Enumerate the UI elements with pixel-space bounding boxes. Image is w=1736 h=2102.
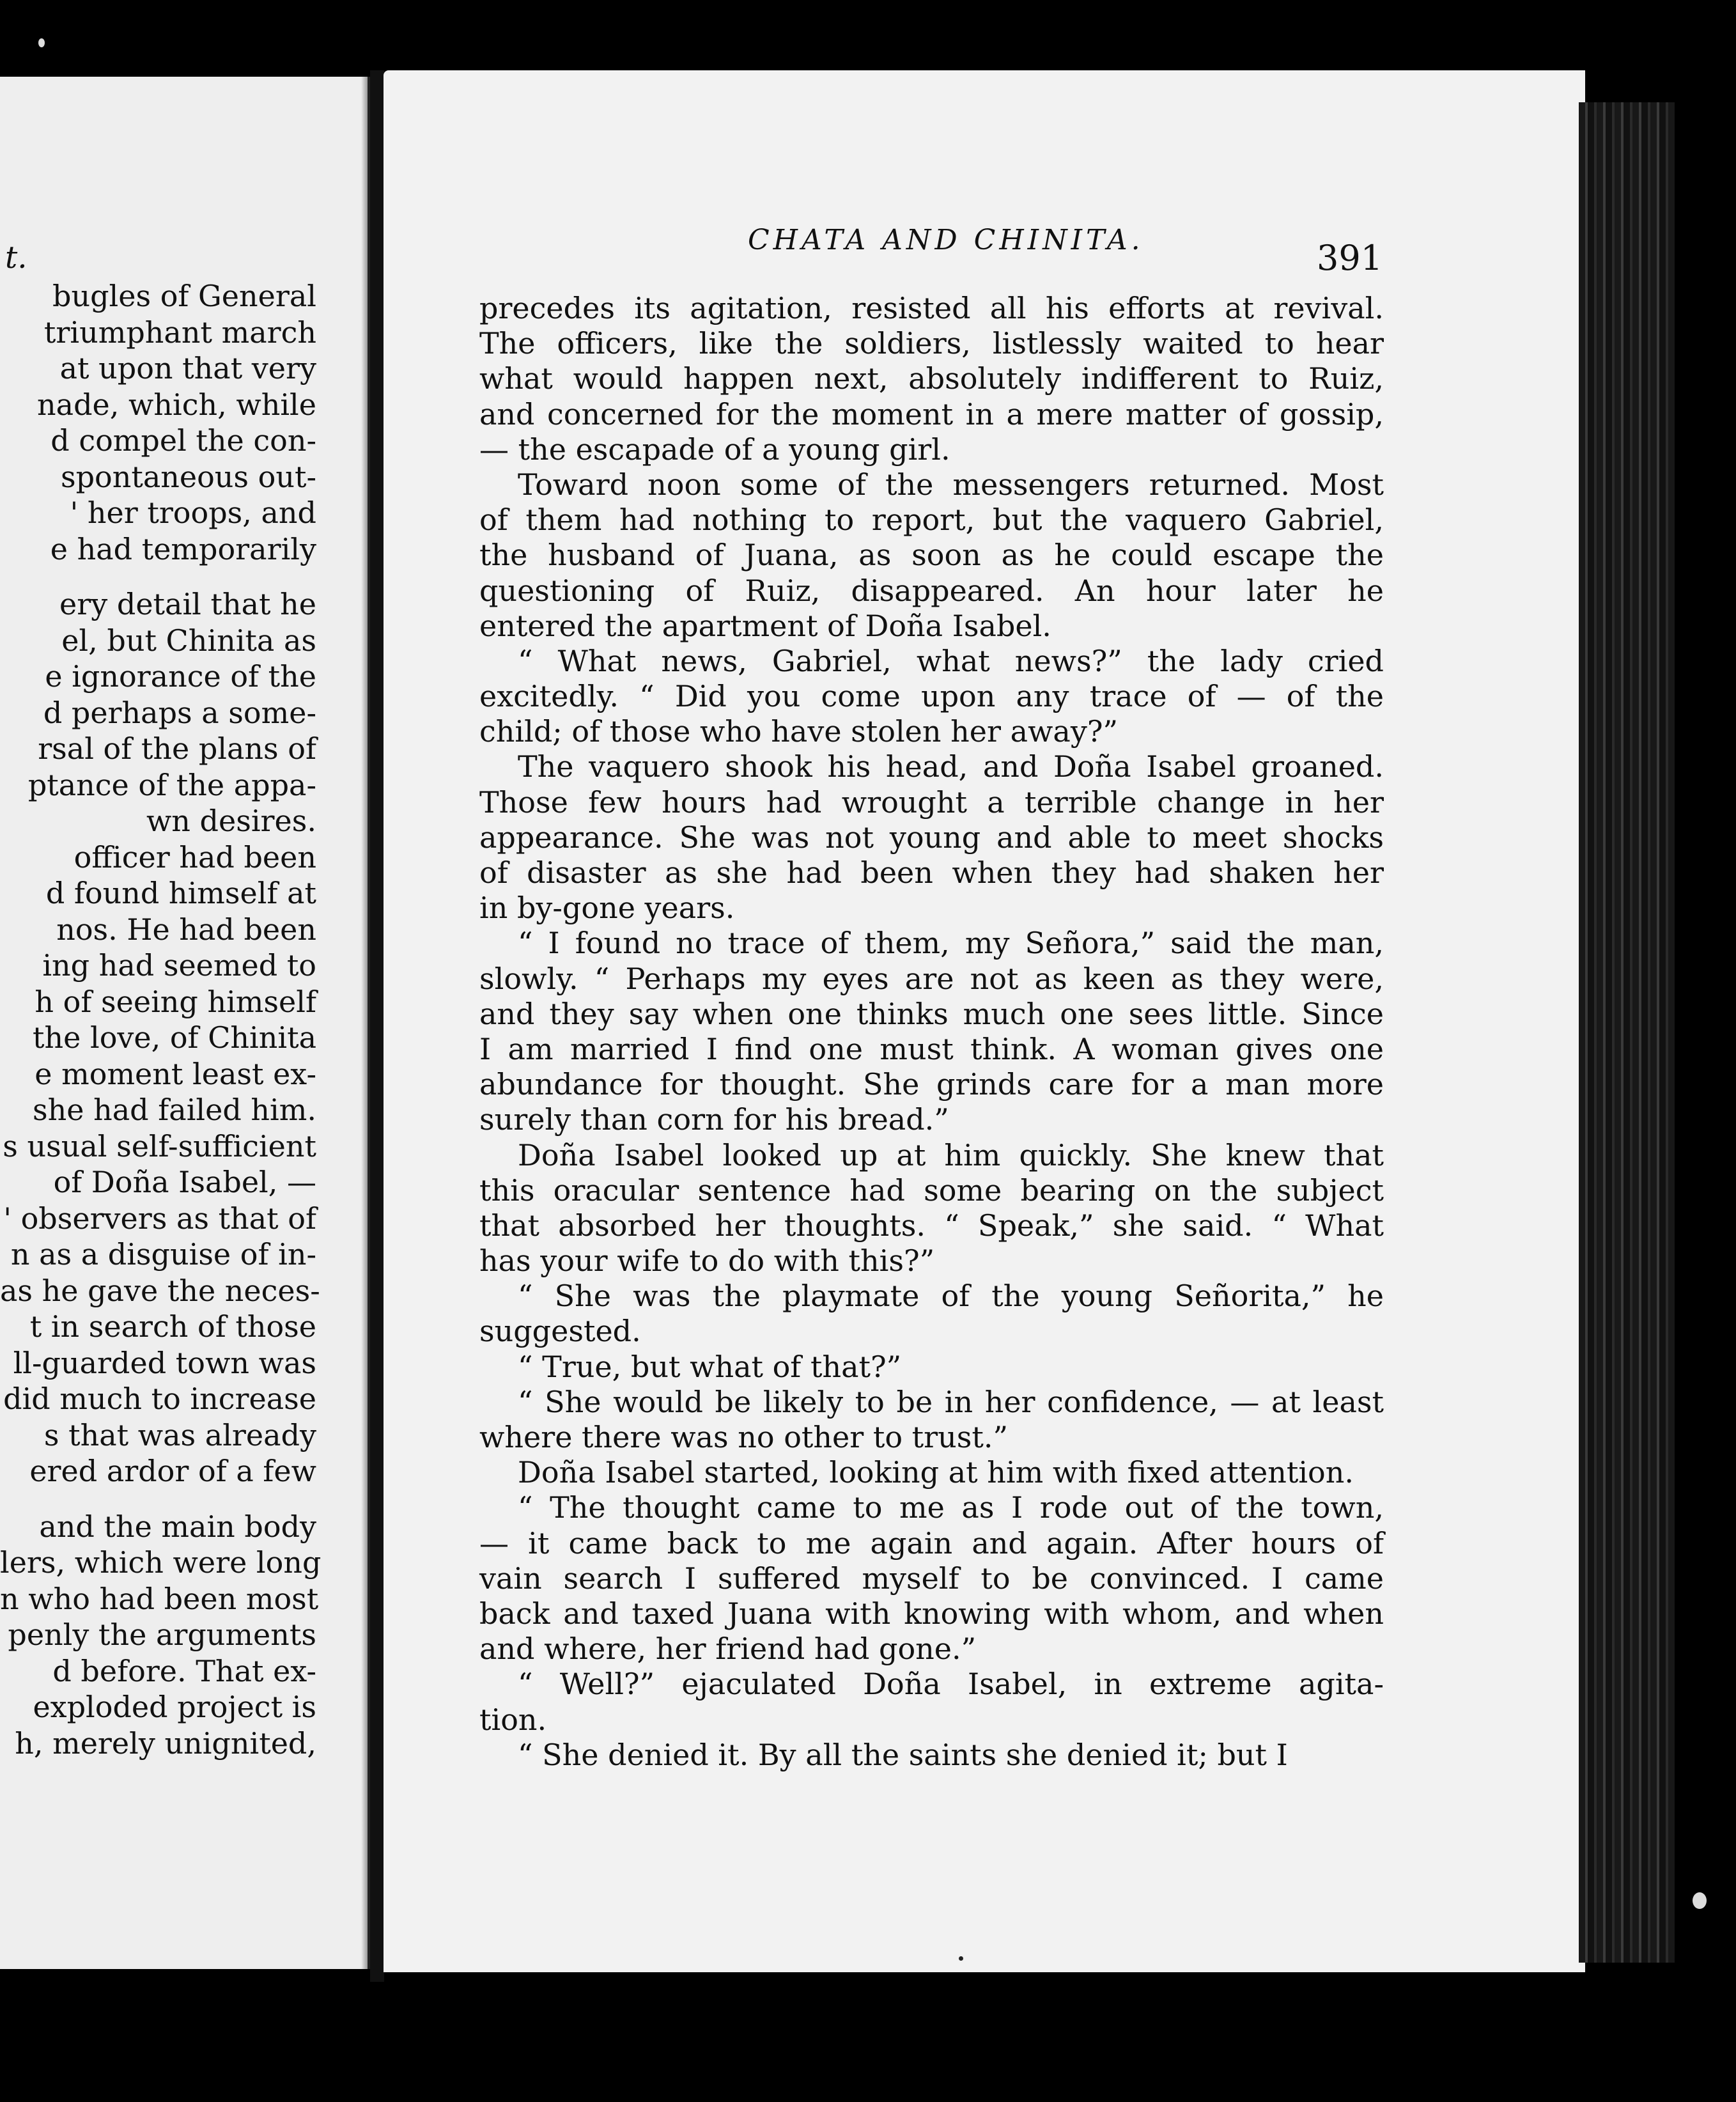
left-text-line: d perhaps a some- [43, 695, 316, 730]
left-text-line: ' observers as that of [3, 1201, 316, 1236]
left-text-line: ery detail that he [59, 587, 316, 621]
left-text-line: el, but Chinita as [61, 623, 316, 658]
text-line: what would happen next, absolutely indifferent to Ruiz, [479, 361, 1384, 396]
text-line: “ She would be likely to be in her confidence, — at least [518, 1384, 1384, 1419]
left-text-line: nos. He had been [56, 912, 316, 947]
text-line: suggested. [479, 1314, 641, 1349]
text-line: The vaquero shook his head, and Doña Isabel groaned. [518, 749, 1384, 784]
left-text-line: lers, which were long [0, 1545, 322, 1580]
left-text-line: rsal of the plans of [38, 731, 316, 766]
left-text-line: at upon that very [59, 351, 316, 385]
text-line: excitedly. “ Did you come upon any trace of — of the [479, 679, 1384, 714]
left-page-text [0, 278, 368, 1761]
running-head: CHATA AND CHINITA. [748, 224, 1144, 256]
text-line: where there was no other to trust.” [479, 1420, 1008, 1454]
text-line: in by-gone years. [479, 891, 735, 926]
left-text-line: wn desires. [146, 804, 316, 838]
page-body-text [479, 291, 1384, 1773]
left-text-line: e moment least ex- [35, 1056, 316, 1091]
left-text-line: as he gave the neces- [0, 1273, 320, 1308]
left-text-line: penly the arguments [8, 1617, 316, 1652]
text-line: back and taxed Juana with knowing with whom, and when [479, 1596, 1384, 1631]
text-line: The officers, like the soldiers, listlessly waited to hear [479, 326, 1384, 361]
text-line: “ She was the playmate of the young Señorita,” he [518, 1279, 1384, 1314]
text-line: that absorbed her thoughts. “ Speak,” she said. “ What [479, 1208, 1384, 1243]
left-facing-page [0, 77, 370, 1969]
text-line: and they say when one thinks much one sees little. Since [479, 996, 1384, 1031]
left-text-line: officer had been [74, 839, 316, 875]
left-text-line: she had failed him. [33, 1093, 316, 1127]
left-text-line: exploded project is [33, 1690, 316, 1724]
left-text-line: e ignorance of the [45, 659, 316, 694]
text-line: this oracular sentence had some bearing on the subject [479, 1172, 1384, 1208]
text-line: — the escapade of a young girl. [479, 432, 950, 467]
left-text-line: n as a disguise of in- [10, 1237, 316, 1272]
text-line: of disaster as she had been when they had shaken her [479, 855, 1384, 890]
text-line: tion. [479, 1702, 547, 1737]
text-line: abundance for thought. She grinds care for a man more [479, 1067, 1384, 1102]
text-line: slowly. “ Perhaps my eyes are not as keen as they were, [479, 961, 1384, 996]
text-line: questioning of Ruiz, disappeared. An hour later he [479, 573, 1384, 608]
text-line: “ Well?” ejaculated Doña Isabel, in extreme agita- [518, 1667, 1384, 1702]
left-text-line: h, merely unignited, [15, 1725, 316, 1761]
left-gutter-shadow [361, 77, 368, 1969]
left-text-line: ptance of the appa- [27, 767, 316, 802]
page-number: 391 [1317, 238, 1383, 278]
text-line: “ I found no trace of them, my Señora,” said the man, [518, 926, 1384, 961]
text-line: surely than corn for his bread.” [479, 1102, 949, 1137]
text-line: vain search I suffered myself to be convinced. I came [479, 1561, 1384, 1596]
left-text-line: n who had been most [0, 1581, 319, 1616]
right-page [384, 70, 1585, 1972]
text-line: Doña Isabel started, looking at him with fixed attention. [518, 1455, 1354, 1490]
left-text-line: ll-guarded town was [13, 1345, 316, 1380]
left-text-line: s that was already [43, 1417, 316, 1452]
text-line: “ True, but what of that?” [518, 1349, 902, 1384]
text-line: Doña Isabel looked up at him quickly. She knew that [518, 1137, 1384, 1172]
left-text-line: nade, which, while [37, 387, 316, 422]
debris-speck [1693, 1892, 1707, 1909]
left-text-line: t in search of those [29, 1309, 316, 1344]
book-gutter [370, 70, 384, 1982]
left-text-line: ing had seemed to [42, 948, 316, 983]
text-line: has your wife to do with this?” [479, 1243, 935, 1279]
text-line: — it came back to me again and again. After hours of [479, 1525, 1384, 1561]
text-line: “ The thought came to me as I rode out of the town, [518, 1490, 1384, 1525]
book-page-edges [1579, 102, 1675, 1963]
text-line: of them had nothing to report, but the vaquero Gabriel, [479, 502, 1384, 538]
left-page-header-fragment: t. [5, 240, 27, 276]
left-text-line: e had temporarily [50, 531, 316, 566]
text-line: entered the apartment of Doña Isabel. [479, 608, 1051, 643]
left-text-line: and the main body [39, 1509, 316, 1544]
left-text-line: s usual self-sufficient [3, 1128, 316, 1164]
left-text-line: h of seeing himself [35, 984, 316, 1019]
left-text-line: d before. That ex- [52, 1653, 316, 1688]
text-line: I am married I find one must think. A woman gives one [479, 1031, 1384, 1066]
debris-speck [38, 38, 45, 47]
ink-speck [959, 1956, 963, 1961]
text-line: “ What news, Gabriel, what news?” the lady cried [518, 643, 1384, 678]
text-line: child; of those who have stolen her away?” [479, 714, 1118, 749]
text-line: precedes its agitation, resisted all his efforts at revival. [479, 291, 1384, 325]
left-text-line: of Doña Isabel, — [53, 1165, 316, 1199]
left-text-line: spontaneous out- [60, 459, 316, 494]
text-line: appearance. She was not young and able to meet shocks [479, 820, 1384, 855]
left-text-line: bugles of General [52, 279, 316, 313]
text-line: Those few hours had wrought a terrible change in her [479, 784, 1384, 820]
left-text-line: d compel the con- [50, 423, 316, 458]
text-line: the husband of Juana, as soon as he could escape the [479, 538, 1384, 573]
left-text-line: triumphant march [43, 315, 316, 350]
text-line: and concerned for the moment in a mere matter of gossip, [479, 396, 1384, 432]
text-line: “ She denied it. By all the saints she denied it; but I [518, 1737, 1288, 1772]
left-text-line: ' her troops, and [70, 495, 316, 530]
left-text-line: did much to increase [3, 1382, 316, 1416]
left-text-line: ered ardor of a few [29, 1454, 316, 1488]
text-line: Toward noon some of the messengers returned. Most [518, 467, 1384, 502]
left-text-line: d found himself at [45, 876, 316, 910]
text-line: and where, her friend had gone.” [479, 1631, 977, 1667]
left-text-line: the love, of Chinita [33, 1020, 316, 1055]
